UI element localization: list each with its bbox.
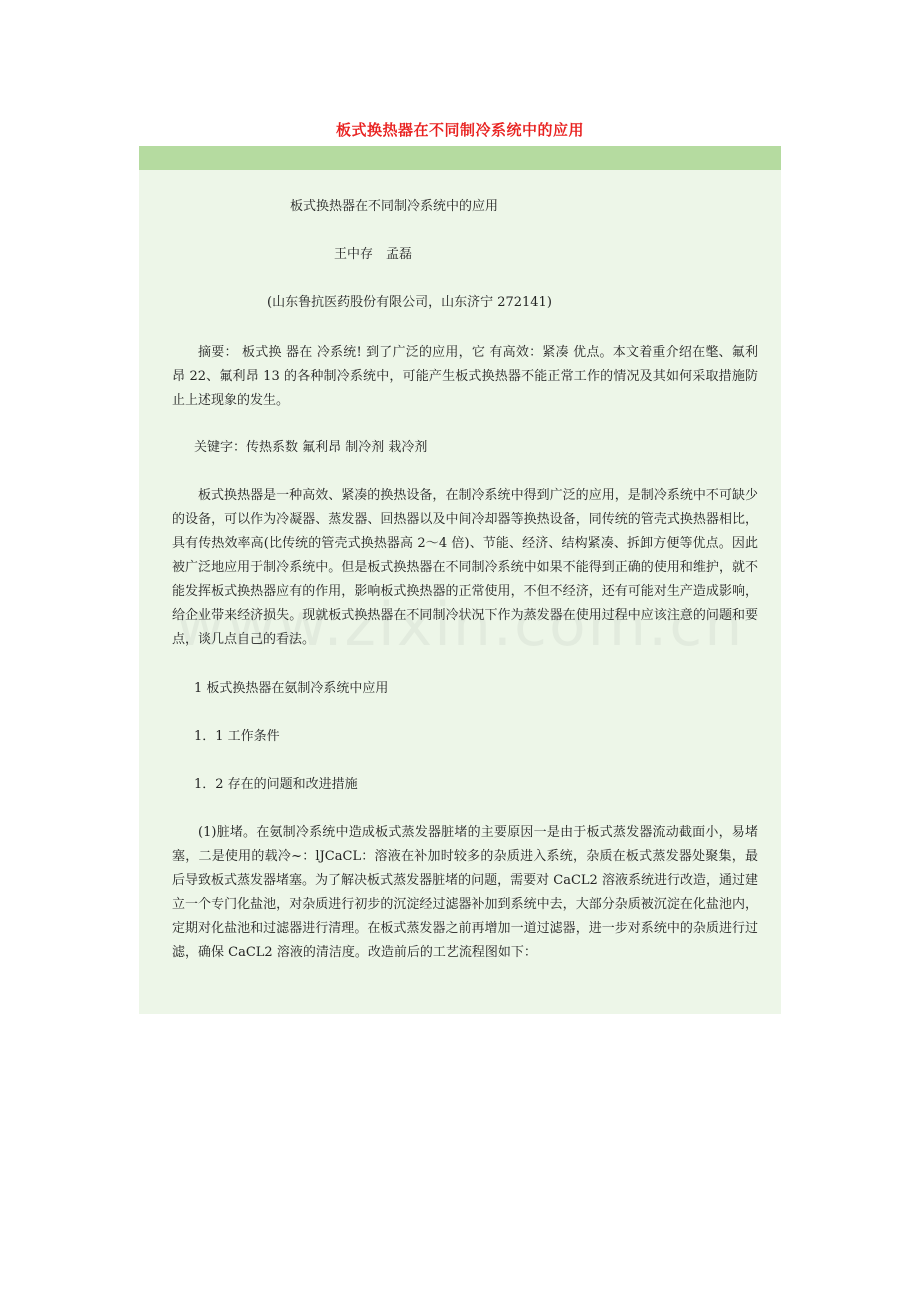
section-heading-1: 1 板式换热器在氨制冷系统中应用	[194, 681, 389, 696]
page-title: 板式换热器在不同制冷系统中的应用	[335, 121, 584, 139]
clogging-paragraph: (1)脏堵。在氨制冷系统中造成板式蒸发器脏堵的主要原因一是由于板式蒸发器流动截面小，易堵塞，二是使用的载冷~：lJCaCL：溶液在补加时较多的杂质进入系统，杂质在板式蒸发器处聚集，最后导致板式蒸发器堵塞。为了解决板式蒸发器脏堵的问题，需要对 CaCL2 溶液系统进行改造，通过建立一个专门化盐池，对杂质进行初步的沉淀经过滤器补加到系统中去，大部分杂质被沉淀在化盐池内，定期对化盐池和过滤器进行清理。在板式蒸发器之前再增加一道过滤器，进一步对系统中的杂质进行过滤，确保 CaCL2 溶液的清洁度。改造前后的工艺流程图如下：	[172, 825, 758, 960]
article-affiliation: (山东鲁抗医药股份有限公司，山东济宁 272141)	[267, 295, 552, 310]
abstract-paragraph: 摘要： 板式换 器在 冷系统! 到了广泛的应用，它 有高效：紧凑 优点。本文着重介绍在氅、氟利昂 22、氟利昂 13 的各种制冷系统中，可能产生板式换热器不能正常工作的情况及其如何采取措施防止上述现象的发生。	[172, 345, 758, 408]
intro-paragraph: 板式换热器是一种高效、紧凑的换热设备，在制冷系统中得到广泛的应用，是制冷系统中不可缺少的设备，可以作为冷凝器、蒸发器、回热器以及中间冷却器等换热设备，同传统的管壳式换热器相比，具有传热效率高(比传统的管壳式换热器高 2～4 倍)、节能、经济、结构紧凑、拆卸方便等优点。因此被广泛地应用于制冷系统中。但是板式换热器在不同制冷系统中如果不能得到正确的使用和维护，就不能发挥板式换热器应有的作用，影响板式换热器的正常使用，不但不经济，还有可能对生产造成影响，给企业带来经济损失。现就板式换热器在不同制冷状况下作为蒸发器在使用过程中应该注意的问题和要点，谈几点自己的看法。	[172, 488, 758, 647]
section-heading-1-1: 1．1 工作条件	[194, 729, 280, 744]
section-heading-1-2: 1．2 存在的问题和改进措施	[194, 777, 358, 792]
header-bar	[139, 146, 781, 170]
keywords-line: 关键字：传热系数 氟利昂 制冷剂 栽冷剂	[194, 440, 428, 455]
article-title: 板式换热器在不同制冷系统中的应用	[290, 199, 499, 214]
article-authors: 王中存 孟磊	[334, 247, 413, 262]
